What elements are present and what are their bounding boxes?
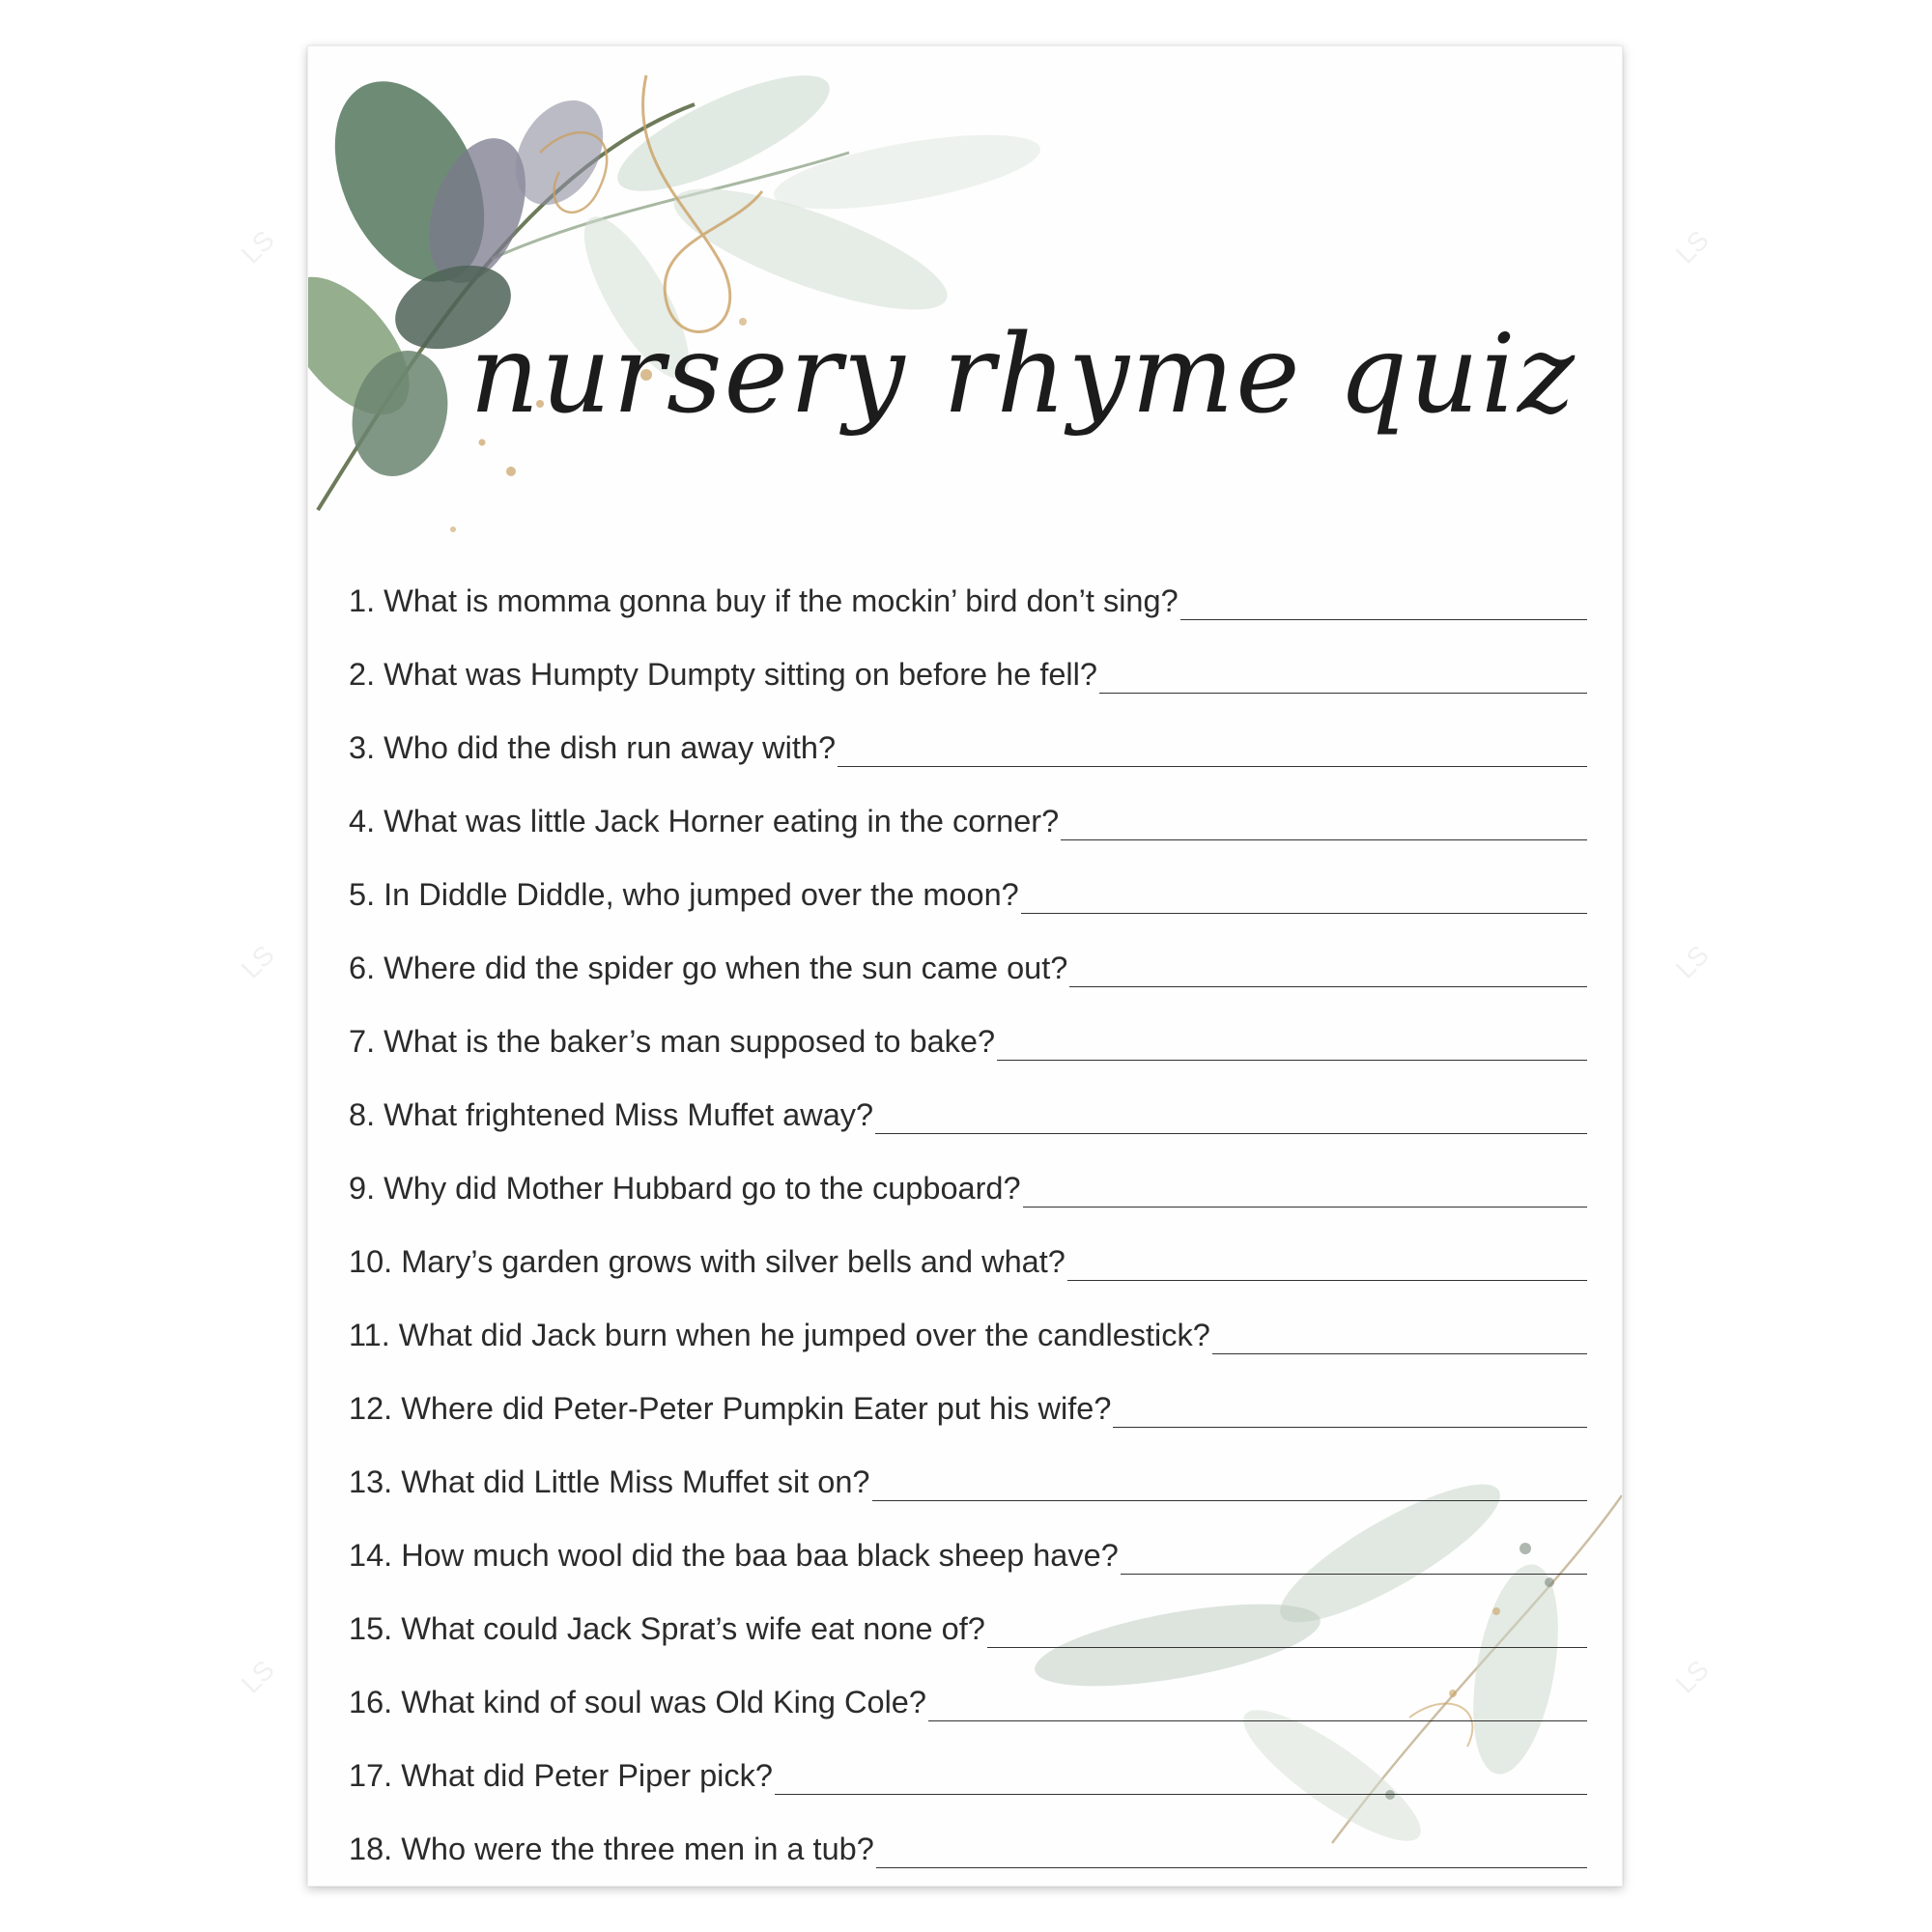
question-item: [349, 1428, 1587, 1501]
answer-line[interactable]: [1180, 590, 1587, 620]
question-text: 6. Where did the spider go when the sun came out?: [349, 950, 1068, 985]
watermark: LS: [235, 939, 280, 984]
question-item: [349, 1134, 1587, 1208]
answer-line[interactable]: [1099, 664, 1587, 694]
question-item: [349, 987, 1587, 1061]
question-item: [349, 1208, 1587, 1281]
question-item: [349, 1501, 1587, 1575]
question-text: 16. What kind of soul was Old King Cole?: [349, 1684, 926, 1719]
answer-line[interactable]: [987, 1618, 1587, 1648]
answer-line[interactable]: [997, 1031, 1587, 1061]
question-item: [349, 840, 1587, 914]
question-item: [349, 1354, 1587, 1428]
answer-line[interactable]: [876, 1838, 1587, 1868]
question-list: [349, 547, 1587, 1868]
quiz-card: [307, 45, 1623, 1887]
question-item: [349, 1281, 1587, 1354]
answer-line[interactable]: [838, 737, 1587, 767]
answer-line[interactable]: [1069, 957, 1587, 987]
watermark: LS: [1669, 939, 1715, 984]
watermark: LS: [1669, 224, 1715, 270]
answer-line[interactable]: [1212, 1324, 1587, 1354]
question-item: [349, 1575, 1587, 1648]
question-text: 2. What was Humpty Dumpty sitting on before he fell?: [349, 656, 1097, 692]
answer-line[interactable]: [1023, 1178, 1587, 1208]
answer-line[interactable]: [875, 1104, 1587, 1134]
answer-line[interactable]: [1021, 884, 1587, 914]
answer-line[interactable]: [1113, 1398, 1587, 1428]
answer-line[interactable]: [1121, 1545, 1587, 1575]
question-item: [349, 1648, 1587, 1721]
answer-line[interactable]: [1061, 810, 1587, 840]
question-text: 14. How much wool did the baa baa black sheep have?: [349, 1537, 1119, 1573]
quiz-title: nursery rhyme quiz: [469, 312, 1577, 438]
question-text: 15. What could Jack Sprat’s wife eat none of?: [349, 1610, 985, 1646]
question-text: 8. What frightened Miss Muffet away?: [349, 1096, 874, 1132]
answer-line[interactable]: [928, 1691, 1587, 1721]
question-text: 13. What did Little Miss Muffet sit on?: [349, 1463, 870, 1499]
question-text: 17. What did Peter Piper pick?: [349, 1757, 773, 1793]
question-text: 1. What is momma gonna buy if the mockin’ bird don’t sing?: [349, 582, 1179, 618]
watermark: LS: [1669, 1654, 1715, 1699]
question-item: [349, 694, 1587, 767]
question-item: [349, 1721, 1587, 1795]
question-item: [349, 914, 1587, 987]
question-item: [349, 1795, 1587, 1868]
answer-line[interactable]: [872, 1471, 1587, 1501]
question-text: 5. In Diddle Diddle, who jumped over the moon?: [349, 876, 1019, 912]
question-text: 9. Why did Mother Hubbard go to the cupboard?: [349, 1170, 1021, 1206]
question-item: [349, 547, 1587, 620]
top-left-leaves-illustration: [308, 54, 1045, 532]
watermark: LS: [235, 1654, 280, 1699]
answer-line[interactable]: [775, 1765, 1587, 1795]
question-text: 4. What was little Jack Horner eating in the corner?: [349, 803, 1060, 838]
question-text: 3. Who did the dish run away with?: [349, 729, 837, 765]
question-item: [349, 1061, 1587, 1134]
question-item: [349, 767, 1587, 840]
question-text: 18. Who were the three men in a tub?: [349, 1831, 874, 1866]
question-text: 12. Where did Peter-Peter Pumpkin Eater put his wife?: [349, 1390, 1112, 1426]
question-item: [349, 620, 1587, 694]
answer-line[interactable]: [1067, 1251, 1587, 1281]
question-text: 7. What is the baker’s man supposed to bake?: [349, 1023, 996, 1059]
question-text: 11. What did Jack burn when he jumped over the candlestick?: [349, 1317, 1210, 1352]
watermark: LS: [235, 224, 280, 270]
question-text: 10. Mary’s garden grows with silver bells and what?: [349, 1243, 1065, 1279]
